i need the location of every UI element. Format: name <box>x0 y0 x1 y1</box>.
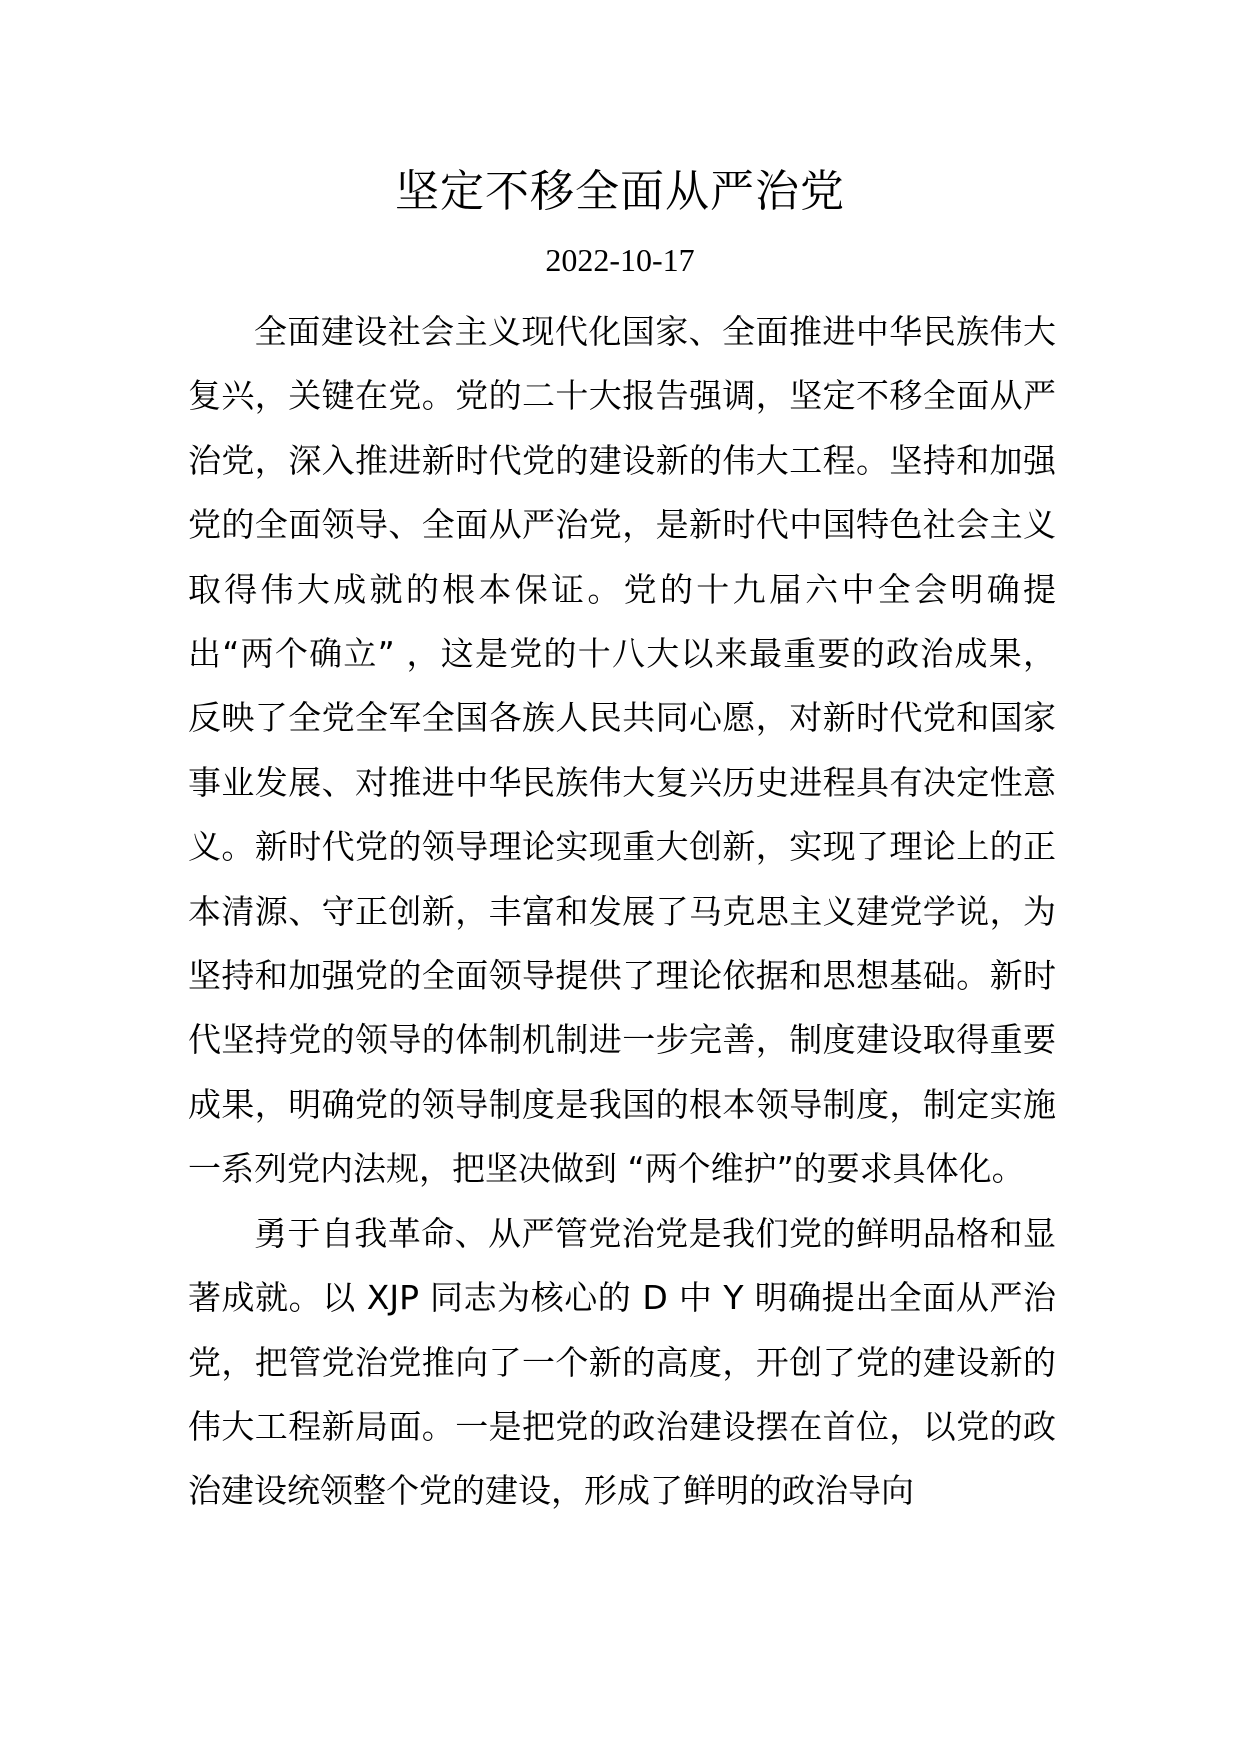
document-title: 坚定不移全面从严治党 <box>395 166 845 217</box>
paragraph-2: 勇于自我革命、从严管党治党是我们党的鲜明品格和显著成就。以 XJP 同志为核心的 D 中 Y 明确提出全面从严治党，把管党治党推向了一个新的高度，开创了党的建设新的伟大工程新局面。一是把党的政治建设摆在首位，以党的政治建设统领整个党的建设，形成了鲜明的政治导向 <box>188 1213 1056 1511</box>
document-date: 2022-10-17 <box>545 242 695 278</box>
paragraph-1: 全面建设社会主义现代化国家、全面推进中华民族伟大复兴，关键在党。党的二十大报告强调，坚定不移全面从严治党，深入推进新时代党的建设新的伟大工程。坚持和加强党的全面领导、全面从严治党，是新时代中国特色社会主义取得伟大成就的根本保证。党的十九届六中全会明确提出“两个确立” ，这是党的十八大以来最重要的政治成果，反映了全党全军全国各族人民共同心愿，对新时代党和国家事业发展、对推进中华民族伟大复兴历史进程具有决定性意义。新时代党的领导理论实现重大创新，实现了理论上的正本清源、守正创新，丰富和发展了马克思主义建党学说，为坚持和加强党的全面领导提供了理论依据和思想基础。新时代坚持党的领导的体制机制进一步完善，制度建设取得重要成果，明确党的领导制度是我国的根本领导制度，制定实施一系列党内法规，把坚决做到 “两个维护”的要求具体化。 <box>188 312 1056 1189</box>
document-body <box>188 300 1056 1524</box>
